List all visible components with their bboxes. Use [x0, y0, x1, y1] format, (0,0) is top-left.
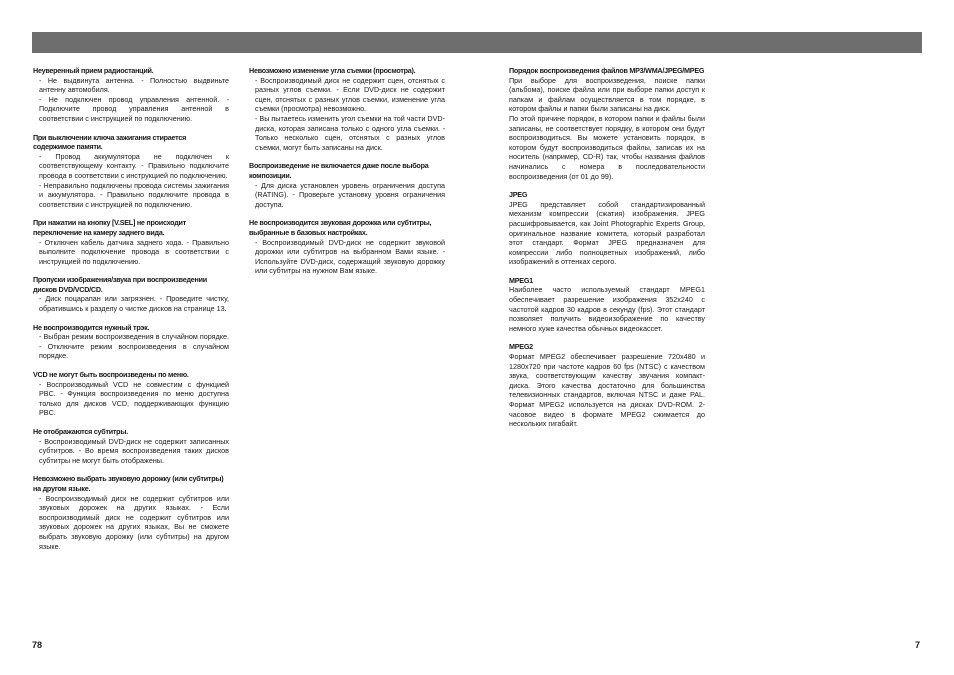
- paragraph: - Выбран режим воспроизведения в случайном порядке. - Отключите режим воспроизведения в случайном порядке.: [39, 332, 229, 361]
- section-heading: VCD не могут быть воспроизведены по меню.: [33, 370, 189, 380]
- section-heading: Невозможно изменение угла съемки (просмотра).: [249, 66, 416, 75]
- paragraph: Наиболее часто используемый стандарт MPEG1 обеспечивает разрешение изображения 352x240 с частотой кадров 30 кадров в секунду (fps). Этот стандарт позволяет получить видеоизображение по качеству немного хуже качества обычных видеокассет.: [509, 285, 705, 333]
- section: [33, 275, 229, 313]
- paragraph: - Отключен кабель датчика заднего хода. - Правильно выполните подключение провода в соответствии с инструкцией по подключению.: [39, 237, 229, 266]
- paragraph: По этой причине порядок, в котором папки и файлы были записаны, не соответствует порядку, в котором они будут воспроизводиться. Вы можете установить порядок, в котором будут воспроизводиться файлы, записав их на носитель (например, CD-R) так, чтобы названия файлов начинались с номера в последовательности воспроизведения (от 01 до 99).: [509, 113, 705, 181]
- section: [33, 323, 229, 361]
- paragraph: Формат MPEG2 обеспечивает разрешение 720x480 и 1280x720 при частоте кадров 60 fps (NTSC) с качеством звука, соответствующим качеству звучания компакт-диска. Этого качества достаточно для большинства телевизионных стандартов, включая NTSC и даже PAL. Формат MPEG2 используется на дисках DVD-ROM. 2-часовое видео в формате MPEG2 сжимается до нескольких гигабайт.: [509, 352, 705, 429]
- section: [509, 190, 705, 267]
- section-heading: Пропуски изображения/звука при воспроизведении дисков DVD/VCD/CD.: [33, 275, 207, 294]
- paragraph: - Воспроизводимый DVD-диск не содержит записанных субтитров. - Во время воспроизведения таких дисков субтитры не могут быть отображены.: [39, 436, 229, 465]
- section: [509, 276, 705, 334]
- section: [33, 474, 229, 551]
- section-heading: Не воспроизводится нужный трэк.: [33, 322, 150, 332]
- paragraph: - Диск поцарапан или загрязнен. - Проведите чистку, обратившись к разделу о чистке дисков на странице 13.: [39, 294, 229, 314]
- section-heading: MPEG1: [509, 275, 533, 285]
- paragraph: - Вы пытаетесь изменить угол съемки на той части DVD-диска, которая записана только с одного угла съемки. - Только несколько сцен, отснятых с разных углов съемки, могут быть записаны на диск.: [255, 113, 445, 152]
- paragraph: - Воспроизводимый диск не содержит субтитров или звуковых дорожек на других языках. - Если воспроизводимый диск не содержит субтитров или звуковых дорожек на других языках, Вы не сможете выбрать звуковую дорожку (или субтитры) на другом языке.: [39, 493, 229, 551]
- section: [249, 66, 445, 152]
- section-heading: Воспроизведение не включается даже после выбора композиции.: [249, 161, 429, 180]
- paragraph: - Не выдвинута антенна. - Полностью выдвиньте антенну автомобиля.: [39, 75, 229, 95]
- section-heading: MPEG2: [509, 342, 533, 352]
- paragraph: - Не подключен провод управления антенной. - Подключите провод управления антенной в соответствии с инструкцией по подключению.: [39, 94, 229, 123]
- section: [249, 218, 445, 276]
- column-left: [33, 66, 229, 560]
- column-middle: [249, 66, 445, 285]
- section-heading: JPEG: [509, 190, 528, 200]
- section-heading: Порядок воспроизведения файлов MP3/WMA/JPEG/MPEG: [509, 66, 705, 75]
- section-heading: При выключении ключа зажигания стирается содержимое памяти.: [33, 132, 187, 152]
- section: [509, 342, 705, 428]
- paragraph: - Неправильно подключены провода системы зажигания и аккумулятора. - Правильно подключите провода в соответствии с инструкцией по подключению.: [39, 180, 229, 209]
- section: [33, 427, 229, 465]
- column-right: [509, 66, 705, 438]
- section-heading: Не отображаются субтитры.: [33, 427, 128, 436]
- section-heading: Неуверенный прием радиостанций.: [33, 66, 154, 75]
- paragraph: - Воспроизводимый диск не содержит сцен, отснятых с разных углов съемки. - Если DVD-диск не содержит сцен, отснятых с разных углов съемки, изменение угла съемки (просмотра) невозможно.: [255, 75, 445, 114]
- paragraph: - Воспроизводимый VCD не совместим с функцией PBC. - Функция воспроизведения по меню доступна только для дисков VCD, поддерживающих функцию PBC.: [39, 379, 229, 418]
- paragraph: JPEG представляет собой стандартизированный механизм компрессии (сжатия) изображения. JPEG расшифровывается, как Joint Photographic Experts Group, оригинальное название комитета, который разработал этот стандарт. Формат JPEG предназначен для компрессии либо полноцветных изображений, либо изображений в оттенках серого.: [509, 199, 705, 267]
- section: [509, 66, 705, 181]
- page-number-right: 7: [915, 640, 921, 650]
- section: [33, 66, 229, 124]
- paragraph: - Воспроизводимый DVD-диск не содержит звуковой дорожки или субтитров на выбранном Вами языке. - Используйте DVD-диск, содержащий звуковую дорожку или субтитры на нужном Вам языке.: [255, 237, 445, 276]
- section: [33, 133, 229, 210]
- section-heading: Невозможно выбрать звуковую дорожку (или субтитры) на другом языке.: [33, 474, 224, 493]
- paragraph: - Для диска установлен уровень ограничения доступа (RATING). - Проверьте установку уровня ограничения доступа.: [255, 180, 445, 209]
- paragraph: При выборе для воспроизведения, поиске папки (альбома), поиске файла или при выборе папки доступ к папкам и файлам осуществляется в том порядке, в котором файлы и папки были записаны на диск.: [509, 75, 705, 114]
- section-heading: При нажатии на кнопку [V.SEL] не происходит переключение на камеру заднего вида.: [33, 218, 186, 237]
- section-heading: Не воспроизводится звуковая дорожка или субтитры, выбранные в базовых настройках.: [249, 218, 432, 237]
- section: [33, 218, 229, 266]
- header-bar: [32, 32, 922, 53]
- section: [249, 161, 445, 209]
- section: [33, 370, 229, 418]
- page-number-left: 78: [32, 640, 43, 650]
- paragraph: - Провод аккумулятора не подключен к соответствующему контакту. - Правильно подключите провода в соответствии с инструкцией по подключению.: [39, 151, 229, 180]
